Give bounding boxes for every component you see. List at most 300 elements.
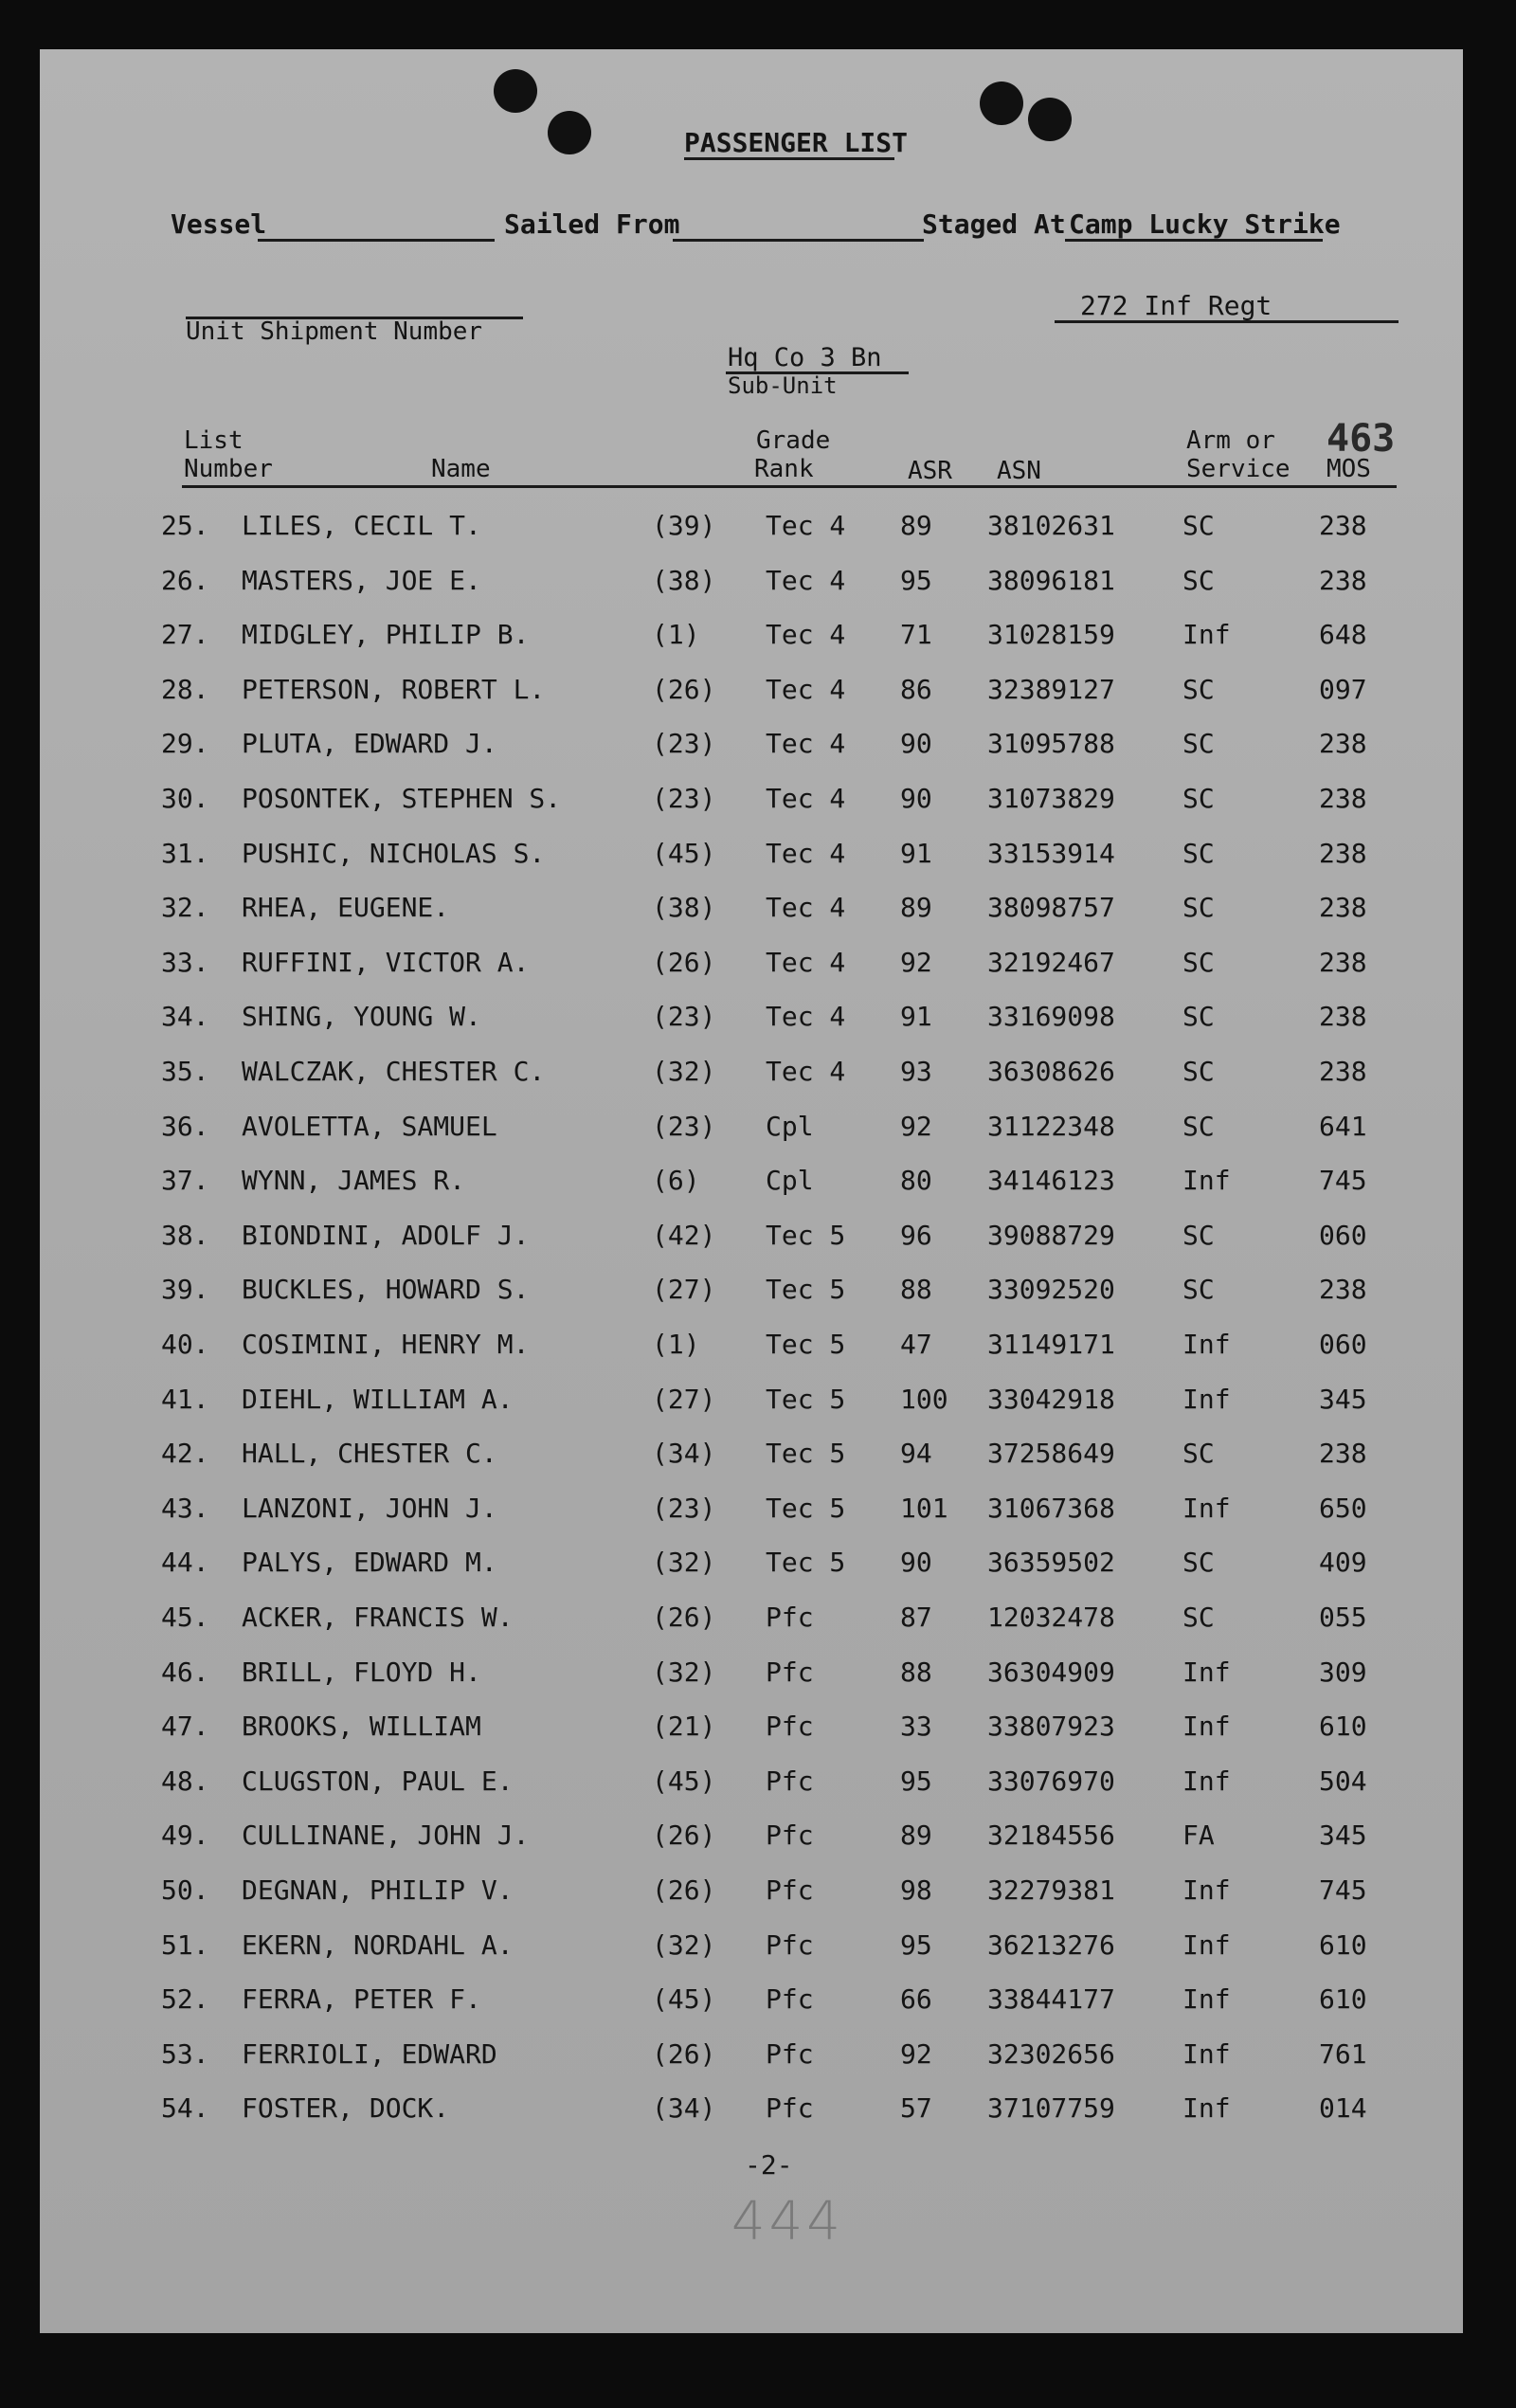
punch-hole [494,69,537,113]
cell-num: 52. [161,1983,209,2015]
cell-age: (26) [652,1820,716,1851]
cell-num: 45. [161,1602,209,1633]
cell-name: DIEHL, WILLIAM A. [242,1384,514,1415]
cell-arm: SC [1182,1001,1215,1032]
cell-asn: 31073829 [987,783,1115,814]
cell-mos: 745 [1319,1165,1367,1196]
cell-grade: Pfc [766,1711,814,1742]
table-row [0,1111,1516,1149]
cell-asr: 95 [900,1765,932,1797]
cell-age: (1) [652,619,700,650]
cell-mos: 345 [1319,1384,1367,1415]
cell-asn: 31149171 [987,1329,1115,1360]
cell-asr: 87 [900,1602,932,1633]
cell-age: (6) [652,1165,700,1196]
cell-arm: Inf [1182,1983,1231,2015]
cell-name: FERRA, PETER F. [242,1983,481,2015]
cell-asr: 57 [900,2092,932,2124]
cell-age: (26) [652,1874,716,1906]
cell-asr: 88 [900,1274,932,1305]
cell-arm: Inf [1182,619,1231,650]
cell-arm: SC [1182,565,1215,596]
cell-asr: 92 [900,947,932,978]
cell-mos: 238 [1319,1001,1367,1032]
cell-num: 30. [161,783,209,814]
cell-name: SHING, YOUNG W. [242,1001,481,1032]
cell-mos: 641 [1319,1111,1367,1142]
cell-age: (45) [652,838,716,869]
cell-name: FERRIOLI, EDWARD [242,2038,497,2070]
cell-mos: 504 [1319,1765,1367,1797]
cell-arm: SC [1182,1056,1215,1087]
cell-asr: 47 [900,1329,932,1360]
cell-grade: Pfc [766,1657,814,1688]
cell-asr: 89 [900,510,932,541]
cell-asr: 92 [900,2038,932,2070]
cell-grade: Pfc [766,1602,814,1633]
staged-at-underline [1065,239,1323,242]
table-row [0,1602,1516,1639]
cell-age: (39) [652,510,716,541]
cell-name: WYNN, JAMES R. [242,1165,466,1196]
cell-grade: Pfc [766,1820,814,1851]
cell-num: 37. [161,1165,209,1196]
page-number: -2- [745,2149,793,2181]
cell-grade: Pfc [766,2038,814,2070]
cell-asr: 33 [900,1711,932,1742]
cell-grade: Tec 4 [766,947,846,978]
sailed-from-field-line [673,239,924,242]
cell-asr: 91 [900,1001,932,1032]
cell-mos: 610 [1319,1929,1367,1961]
cell-asn: 36359502 [987,1547,1115,1578]
cell-arm: Inf [1182,1493,1231,1524]
title-underline [684,157,894,160]
cell-name: RHEA, EUGENE. [242,892,450,923]
cell-arm: Inf [1182,2092,1231,2124]
table-row [0,1274,1516,1312]
cell-age: (27) [652,1274,716,1305]
cell-age: (23) [652,728,716,759]
cell-num: 47. [161,1711,209,1742]
unit-shipment-label: Unit Shipment Number [186,317,483,346]
cell-asr: 90 [900,1547,932,1578]
cell-asr: 94 [900,1438,932,1469]
cell-arm: Inf [1182,1329,1231,1360]
cell-age: (34) [652,2092,716,2124]
cell-asr: 80 [900,1165,932,1196]
cell-num: 39. [161,1274,209,1305]
cell-arm: SC [1182,1111,1215,1142]
cell-asn: 38102631 [987,510,1115,541]
sub-unit-value: Hq Co 3 Bn [728,343,882,372]
table-row [0,783,1516,821]
cell-grade: Tec 4 [766,510,846,541]
cell-arm: FA [1182,1820,1215,1851]
cell-arm: SC [1182,510,1215,541]
col-header-arm: Arm or [1186,426,1275,455]
cell-arm: SC [1182,1547,1215,1578]
cell-name: PLUTA, EDWARD J. [242,728,497,759]
table-row [0,947,1516,985]
cell-name: MIDGLEY, PHILIP B. [242,619,530,650]
table-row [0,1001,1516,1039]
cell-name: BIONDINI, ADOLF J. [242,1220,530,1251]
cell-grade: Tec 4 [766,783,846,814]
cell-asn: 38096181 [987,565,1115,596]
cell-arm: SC [1182,1220,1215,1251]
punch-hole [980,81,1023,125]
cell-grade: Tec 5 [766,1329,846,1360]
cell-asn: 31095788 [987,728,1115,759]
cell-asn: 32279381 [987,1874,1115,1906]
cell-num: 32. [161,892,209,923]
cell-name: POSONTEK, STEPHEN S. [242,783,562,814]
table-row [0,674,1516,712]
cell-num: 41. [161,1384,209,1415]
cell-asn: 39088729 [987,1220,1115,1251]
cell-asr: 86 [900,674,932,705]
cell-asr: 91 [900,838,932,869]
table-row [0,619,1516,657]
col-header-mos: MOS [1326,455,1371,483]
cell-name: MASTERS, JOE E. [242,565,481,596]
cell-num: 29. [161,728,209,759]
cell-num: 42. [161,1438,209,1469]
cell-grade: Tec 5 [766,1438,846,1469]
punch-hole [548,111,591,154]
cell-mos: 238 [1319,947,1367,978]
cell-asr: 101 [900,1493,948,1524]
cell-mos: 650 [1319,1493,1367,1524]
header-rule [182,485,1397,488]
cell-num: 26. [161,565,209,596]
cell-age: (42) [652,1220,716,1251]
cell-asn: 31028159 [987,619,1115,650]
cell-mos: 309 [1319,1657,1367,1688]
cell-asn: 31122348 [987,1111,1115,1142]
cell-asn: 33169098 [987,1001,1115,1032]
cell-num: 53. [161,2038,209,2070]
table-row [0,1765,1516,1803]
cell-num: 25. [161,510,209,541]
cell-num: 48. [161,1765,209,1797]
cell-age: (32) [652,1657,716,1688]
table-row [0,1711,1516,1748]
cell-arm: SC [1182,838,1215,869]
cell-asn: 33042918 [987,1384,1115,1415]
cell-num: 46. [161,1657,209,1688]
cell-grade: Tec 5 [766,1220,846,1251]
cell-mos: 060 [1319,1220,1367,1251]
cell-arm: SC [1182,728,1215,759]
cell-mos: 238 [1319,1056,1367,1087]
cell-mos: 060 [1319,1329,1367,1360]
cell-asr: 89 [900,1820,932,1851]
col-header-grade: Grade [756,426,831,455]
cell-name: BROOKS, WILLIAM [242,1711,481,1742]
cell-arm: SC [1182,1602,1215,1633]
cell-grade: Tec 4 [766,892,846,923]
cell-age: (32) [652,1056,716,1087]
cell-num: 44. [161,1547,209,1578]
cell-asn: 31067368 [987,1493,1115,1524]
cell-num: 27. [161,619,209,650]
cell-num: 54. [161,2092,209,2124]
cell-name: DEGNAN, PHILIP V. [242,1874,514,1906]
cell-num: 33. [161,947,209,978]
cell-mos: 238 [1319,838,1367,869]
sailed-from-label: Sailed From [504,208,680,240]
cell-age: (32) [652,1929,716,1961]
table-row [0,1384,1516,1421]
cell-mos: 610 [1319,1711,1367,1742]
cell-age: (45) [652,1983,716,2015]
table-row [0,1438,1516,1476]
cell-arm: SC [1182,1438,1215,1469]
cell-asn: 32389127 [987,674,1115,705]
cell-arm: Inf [1182,1929,1231,1961]
cell-asn: 36213276 [987,1929,1115,1961]
cell-arm: SC [1182,947,1215,978]
cell-age: (21) [652,1711,716,1742]
cell-num: 49. [161,1820,209,1851]
table-row [0,1874,1516,1912]
cell-asn: 33092520 [987,1274,1115,1305]
cell-asn: 33807923 [987,1711,1115,1742]
cell-grade: Tec 4 [766,674,846,705]
cell-asr: 88 [900,1657,932,1688]
cell-asr: 98 [900,1874,932,1906]
cell-mos: 238 [1319,565,1367,596]
cell-grade: Pfc [766,2092,814,2124]
table-row [0,1983,1516,2021]
punch-hole [1028,98,1072,141]
cell-num: 34. [161,1001,209,1032]
cell-asn: 32184556 [987,1820,1115,1851]
vessel-label: Vessel [171,208,267,240]
cell-arm: Inf [1182,1384,1231,1415]
col-header-number: Number [184,455,273,483]
cell-asn: 33076970 [987,1765,1115,1797]
table-row [0,2038,1516,2076]
cell-mos: 345 [1319,1820,1367,1851]
cell-grade: Pfc [766,1765,814,1797]
cell-mos: 238 [1319,728,1367,759]
cell-age: (23) [652,783,716,814]
table-row [0,510,1516,548]
cell-grade: Tec 4 [766,728,846,759]
vessel-field-line [258,239,495,242]
cell-name: EKERN, NORDAHL A. [242,1929,514,1961]
cell-arm: Inf [1182,1874,1231,1906]
cell-asn: 37107759 [987,2092,1115,2124]
cell-name: LILES, CECIL T. [242,510,481,541]
cell-arm: SC [1182,783,1215,814]
cell-grade: Tec 5 [766,1274,846,1305]
cell-age: (26) [652,2038,716,2070]
cell-age: (45) [652,1765,716,1797]
cell-age: (27) [652,1384,716,1415]
cell-grade: Cpl [766,1111,814,1142]
cell-mos: 238 [1319,1438,1367,1469]
col-header-rank: Rank [754,455,814,483]
table-row [0,1056,1516,1094]
col-header-name: Name [431,455,491,483]
cell-asn: 34146123 [987,1165,1115,1196]
table-row [0,1929,1516,1967]
table-row [0,728,1516,766]
cell-grade: Tec 5 [766,1493,846,1524]
cell-asr: 100 [900,1384,948,1415]
cell-mos: 014 [1319,2092,1367,2124]
staged-at-label: Staged At [922,208,1066,240]
cell-grade: Tec 4 [766,619,846,650]
cell-grade: Tec 4 [766,1001,846,1032]
cell-num: 35. [161,1056,209,1087]
cell-asr: 71 [900,619,932,650]
cell-asr: 90 [900,783,932,814]
cell-name: PETERSON, ROBERT L. [242,674,546,705]
cell-name: BUCKLES, HOWARD S. [242,1274,530,1305]
cell-name: CULLINANE, JOHN J. [242,1820,530,1851]
cell-arm: Inf [1182,1711,1231,1742]
col-header-asr: ASR [908,457,952,485]
cell-num: 40. [161,1329,209,1360]
cell-mos: 238 [1319,510,1367,541]
cell-grade: Tec 5 [766,1547,846,1578]
cell-name: FOSTER, DOCK. [242,2092,450,2124]
cell-num: 43. [161,1493,209,1524]
cell-age: (1) [652,1329,700,1360]
table-row [0,565,1516,603]
cell-asr: 89 [900,892,932,923]
cell-grade: Tec 4 [766,838,846,869]
cell-asn: 12032478 [987,1602,1115,1633]
cell-age: (23) [652,1001,716,1032]
cell-age: (26) [652,674,716,705]
table-row [0,1493,1516,1530]
staged-at-value: Camp Lucky Strike [1069,208,1341,240]
cell-name: PUSHIC, NICHOLAS S. [242,838,546,869]
cell-asn: 36304909 [987,1657,1115,1688]
cell-arm: Inf [1182,1765,1231,1797]
cell-mos: 745 [1319,1874,1367,1906]
col-header-list: List [184,426,244,455]
cell-mos: 409 [1319,1547,1367,1578]
cell-asr: 92 [900,1111,932,1142]
cell-mos: 238 [1319,1274,1367,1305]
cell-num: 38. [161,1220,209,1251]
cell-asr: 90 [900,728,932,759]
stamp-number: 463 [1326,417,1396,461]
cell-arm: SC [1182,1274,1215,1305]
cell-name: WALCZAK, CHESTER C. [242,1056,546,1087]
cell-asn: 36308626 [987,1056,1115,1087]
cell-mos: 761 [1319,2038,1367,2070]
cell-arm: SC [1182,674,1215,705]
cell-asn: 38098757 [987,892,1115,923]
table-row [0,892,1516,930]
cell-asr: 93 [900,1056,932,1087]
cell-num: 36. [161,1111,209,1142]
cell-age: (23) [652,1493,716,1524]
unit-field-line [1055,320,1399,323]
cell-grade: Tec 5 [766,1384,846,1415]
table-row [0,1165,1516,1203]
cell-arm: Inf [1182,2038,1231,2070]
cell-grade: Cpl [766,1165,814,1196]
table-row [0,1547,1516,1584]
cell-asn: 33844177 [987,1983,1115,2015]
cell-asn: 32192467 [987,947,1115,978]
cell-arm: Inf [1182,1657,1231,1688]
cell-mos: 238 [1319,783,1367,814]
cell-asr: 95 [900,565,932,596]
cell-name: COSIMINI, HENRY M. [242,1329,530,1360]
cell-num: 31. [161,838,209,869]
cell-mos: 097 [1319,674,1367,705]
cell-name: LANZONI, JOHN J. [242,1493,497,1524]
table-row [0,1329,1516,1367]
cell-arm: Inf [1182,1165,1231,1196]
cell-name: RUFFINI, VICTOR A. [242,947,530,978]
cell-mos: 610 [1319,1983,1367,2015]
cell-asn: 33153914 [987,838,1115,869]
col-header-service: Service [1186,455,1290,483]
cell-grade: Pfc [766,1983,814,2015]
cell-name: PALYS, EDWARD M. [242,1547,497,1578]
cell-name: ACKER, FRANCIS W. [242,1602,514,1633]
cell-age: (23) [652,1111,716,1142]
cell-age: (38) [652,892,716,923]
cell-asn: 37258649 [987,1438,1115,1469]
cell-age: (26) [652,1602,716,1633]
cell-name: AVOLETTA, SAMUEL [242,1111,497,1142]
cell-asr: 96 [900,1220,932,1251]
cell-asr: 95 [900,1929,932,1961]
col-header-asn: ASN [997,457,1041,485]
cell-num: 50. [161,1874,209,1906]
handwritten-number: 444 [731,2191,844,2253]
cell-age: (38) [652,565,716,596]
cell-age: (26) [652,947,716,978]
unit-value: 272 Inf Regt [1080,290,1272,321]
cell-num: 51. [161,1929,209,1961]
cell-num: 28. [161,674,209,705]
cell-grade: Tec 4 [766,1056,846,1087]
cell-name: HALL, CHESTER C. [242,1438,497,1469]
cell-arm: SC [1182,892,1215,923]
cell-mos: 238 [1319,892,1367,923]
cell-name: BRILL, FLOYD H. [242,1657,481,1688]
cell-age: (32) [652,1547,716,1578]
cell-asr: 66 [900,1983,932,2015]
cell-mos: 055 [1319,1602,1367,1633]
table-row [0,1820,1516,1857]
cell-age: (34) [652,1438,716,1469]
cell-mos: 648 [1319,619,1367,650]
cell-name: CLUGSTON, PAUL E. [242,1765,514,1797]
table-row [0,1220,1516,1258]
sub-unit-label: Sub-Unit [728,372,838,399]
table-row [0,838,1516,876]
document-title: PASSENGER LIST [684,127,909,158]
table-row [0,1657,1516,1694]
cell-grade: Pfc [766,1929,814,1961]
cell-grade: Pfc [766,1874,814,1906]
cell-grade: Tec 4 [766,565,846,596]
